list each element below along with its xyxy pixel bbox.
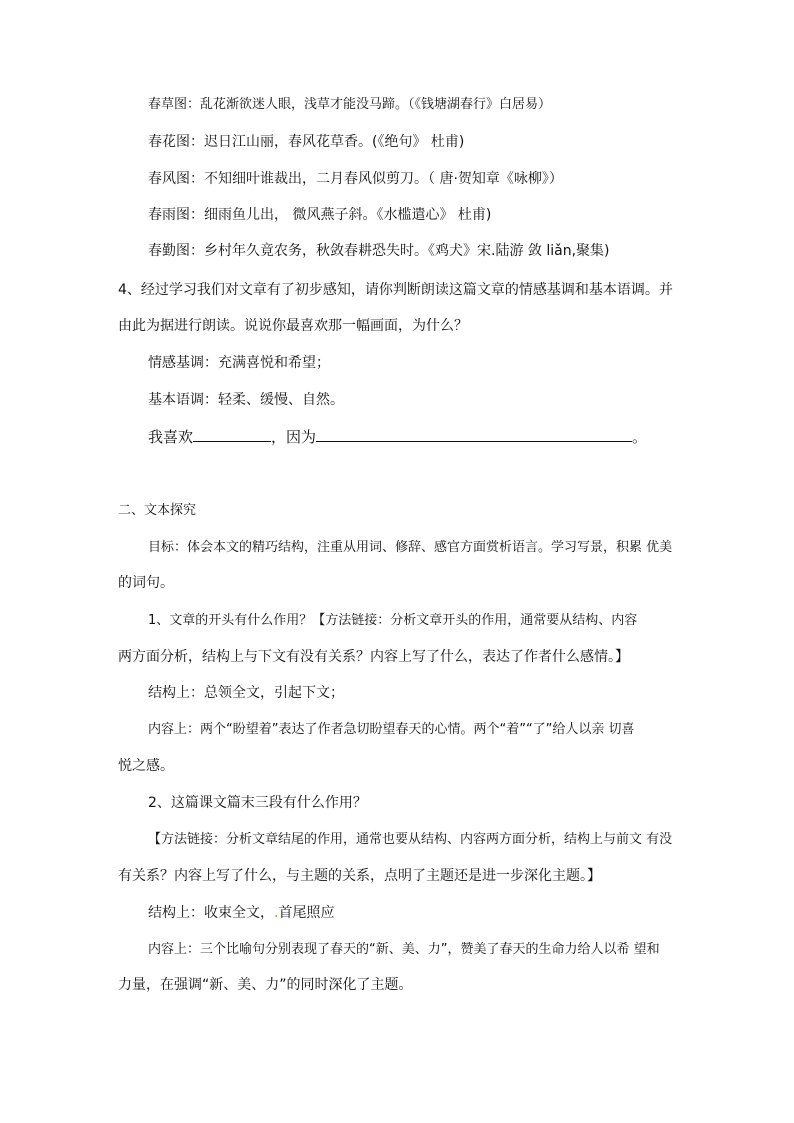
fill-mid: ，因为 bbox=[271, 428, 317, 446]
goal-line-2: 的词句。 bbox=[118, 575, 174, 591]
emotion-tone-answer: 情感基调：充满喜悦和希望； bbox=[148, 355, 330, 371]
question-2: 2、这篇课文篇末三段有什么作用？ bbox=[148, 795, 367, 811]
q1-content-line-1: 内容上：两个“盼望着”表达了作者急切盼望春天的心情。两个“着”“了”给人以亲 切喜 bbox=[148, 722, 635, 737]
fill-prefix: 我喜欢 bbox=[148, 428, 194, 446]
q1-content-line-2: 悦之感。 bbox=[118, 758, 174, 774]
goal-line-1: 目标：体会本文的精巧结构，注重从用词、修辞、感官方面赏析语言。学习写景，积累 优美 bbox=[148, 540, 673, 555]
basic-tone-answer: 基本语调：轻柔、缓慢、自然。 bbox=[148, 392, 344, 408]
q2-method-line-2: 有关系？内容上写了什么，与主题的关系，点明了主题还是进一步深化主题。】 bbox=[118, 868, 601, 884]
poem-spring-flower: 春花图：迟日江山丽，春风花草香。(《绝句》 杜甫) bbox=[148, 134, 465, 150]
fill-blank-favorite[interactable] bbox=[193, 429, 271, 442]
q1-structure-answer: 结构上：总领全文，引起下文； bbox=[148, 685, 344, 701]
poem-spring-diligence: 春勤图：乡村年久竟农务，秋敛春耕恐失时。《鸡犬》宋.陆游 敛 liǎn,聚集) bbox=[148, 243, 610, 259]
q2-structure-text-a: 结构上：收束全文， bbox=[148, 905, 274, 921]
question-1-line-2: 两方面分析，结构上与下文有没有关系？内容上写了什么，表达了作者什么感情。】 bbox=[118, 649, 629, 665]
fill-end: 。 bbox=[632, 428, 648, 446]
section-2-heading: 二、文本探究 bbox=[118, 503, 197, 518]
question-4-line-2: 由此为据进行朗读。说说你最喜欢那一幅画面，为什么？ bbox=[118, 318, 468, 334]
q2-method-line-1: 【方法链接：分析文章结尾的作用，通常也要从结构、内容两方面分析，结构上与前文 有没 bbox=[148, 832, 673, 847]
q2-content-line-2: 力量，在强调“新、美、力”的同时深化了主题。 bbox=[118, 977, 413, 993]
fill-blank-reason[interactable] bbox=[316, 429, 632, 442]
q2-structure-text-b: 首尾照应 bbox=[278, 905, 335, 921]
q2-structure-answer bbox=[148, 906, 334, 920]
fill-in-sentence bbox=[148, 429, 647, 445]
poem-spring-grass: 春草图：乱花渐欲迷人眼，浅草才能没马蹄。（《钱塘湖春行》白居易） bbox=[148, 97, 552, 112]
q2-content-line-1: 内容上：三个比喻句分别表现了春天的“新、美、力”，赞美了春天的生命力给人以希 望和 bbox=[148, 942, 660, 957]
question-4-line-1: 4、经过学习我们对文章有了初步感知，请你判断朗读这篇文章的情感基调和基本语调。并 bbox=[118, 282, 673, 298]
question-1-line-1: 1、文章的开头有什么作用？【方法链接：分析文章开头的作用，通常要从结构、内容 bbox=[148, 613, 638, 628]
poem-spring-wind: 春风图：不知细叶谁裁出，二月春风似剪刀。（ 唐·贺知章《咏柳》） bbox=[148, 171, 563, 187]
poem-spring-rain: 春雨图：细雨鱼儿出， 微风燕子斜。《水槛遣心》 杜甫) bbox=[148, 207, 492, 223]
q2-structure-dot: . bbox=[274, 905, 279, 921]
